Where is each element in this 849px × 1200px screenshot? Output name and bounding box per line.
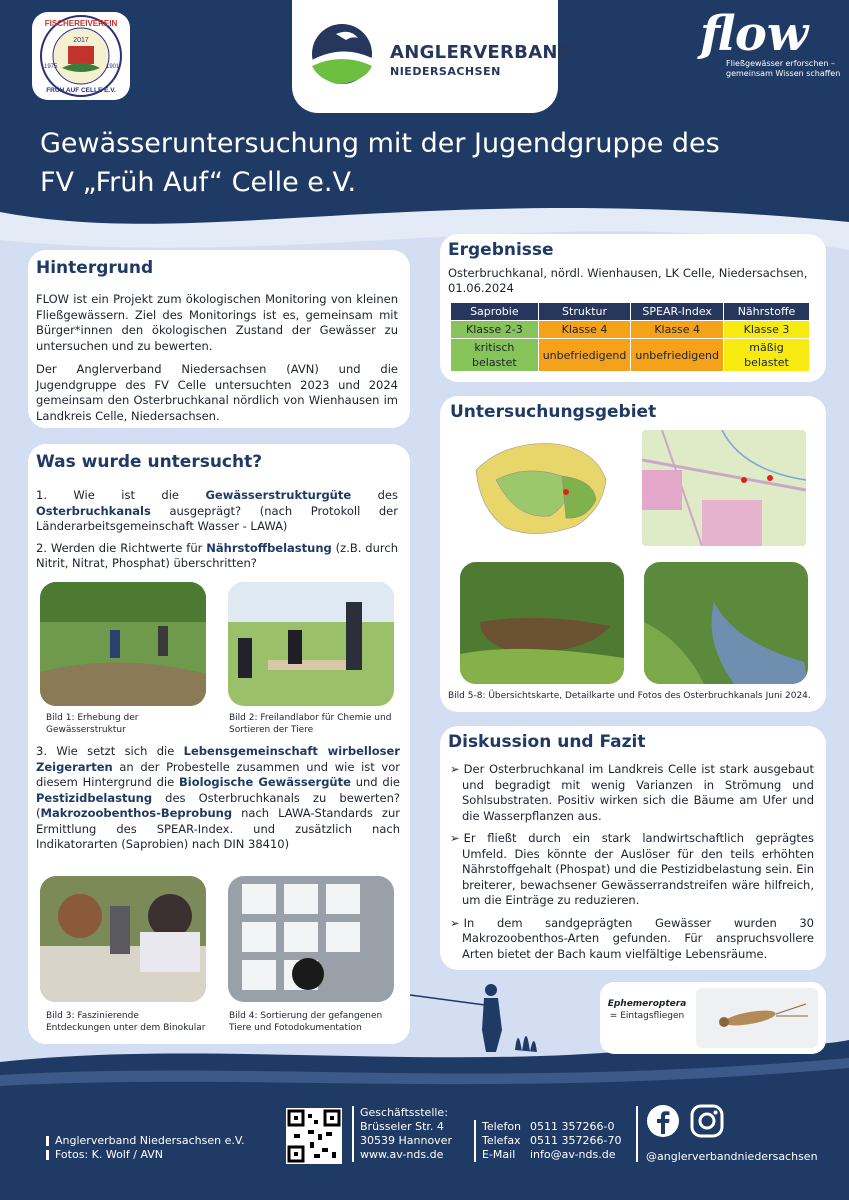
diskussion-heading: Diskussion und Fazit [448,732,646,752]
flow-tagline-1: Fließgewässer erforschen – [726,59,835,68]
cell-saprobie-class: Klasse 2-3 [451,321,539,339]
avn-logo-icon [306,22,378,86]
photo-2-field-lab [228,582,394,706]
page-title [40,124,800,202]
photo-5-canal [460,562,624,684]
detail-map-marker-2 [741,477,747,483]
title-line-2: FV „Früh Auf“ Celle e.V. [40,167,357,198]
avn-name-sub: NIEDERSACHSEN [390,65,501,78]
club-logo-bottom: FRÜH AUF CELLE E.V. [46,87,116,94]
col-naehrstoffe: Nährstoffe [724,303,810,321]
facebook-icon[interactable] [646,1104,680,1138]
footer-fax-label: Telefax [482,1134,521,1147]
cell-naehrstoffe-class: Klasse 3 [724,321,810,339]
gebiet-caption: Bild 5-8: Übersichtskarte, Detailkarte und Fotos des Osterbruchkanals Juni 2024. [448,691,811,701]
photo-4-sorting [228,876,394,1002]
cell-struktur-rating: unbefriedigend [538,339,631,372]
diskussion-card [440,726,826,970]
cell-naehrstoffe-rating: mäßig belastet [724,339,810,372]
cell-spear-class: Klasse 4 [631,321,724,339]
club-logo-top: FISCHEREIVEREIN [44,19,118,28]
footer-tel-label: Telefon [482,1120,522,1133]
avn-name: ANGLERVERBAND [390,42,574,63]
ergebnisse-card [440,234,826,382]
diskussion-item: ➢ Er fließt durch ein stark landwirtschaftlich geprägtes Umfeld. Dies könnte der Auslöser für den teils erhöhten Nährstoffgehalt (Phospat) und die Pestizidbelastung sein. Ein breiterer, bewachsener Gewässerrandstreifen wäre hilfreich, um die Einträge zu reduzieren. [450,831,814,907]
ephemeroptera-label: Ephemeroptera = Eintagsfliegen [607,999,687,1021]
footer-contact [474,1120,621,1162]
col-saprobie: Saprobie [451,303,539,321]
caption-3: Bild 3: Faszinierende Entdeckungen unter dem Binokular [46,1011,206,1033]
title-line-1: Gewässeruntersuchung mit der Jugendgruppe des [40,128,720,159]
question-3: 3. Wie setzt sich die Lebensgemeinschaft wirbelloser Zeigerarten an der Probestelle zusammen und wie ist vor diesem Hintergrund die Biologische Gewässergüte und die Pestizidbelastung des Osterbruchkanals zu bewerten? (Makrozoobenthos-Beprobung nach LAWA-Standards zur Ermittlung des SPEAR-Index. und zusätzlich nach Indikatorarten (Saprobien) nach DIN 38410) [36,744,400,851]
qr-code-icon[interactable] [286,1108,342,1164]
caption-1: Bild 1: Erhebung der Gewässerstruktur [46,713,139,735]
gebiet-heading: Untersuchungsgebiet [450,402,657,422]
club-logo-box [32,12,130,100]
footer-org [46,1134,244,1162]
club-logo-year-right: 1901 [106,64,120,70]
photo-6-canal [644,562,808,684]
footer-divider [636,1106,638,1162]
detail-map [642,430,806,546]
hintergrund-p1: FLOW ist ein Projekt zum ökologischen Monitoring von kleinen Fließgewässern. Ziel des Monitorings ist es, gemeinsam mit Bürger*innen den ökologischen Zustand der Gewässer zu untersuchen und zu bewerten. [36,292,398,353]
footer-office-label: Geschäftsstelle: [360,1106,448,1119]
footer-street: Brüsseler Str. 4 [360,1120,444,1133]
ergebnisse-heading: Ergebnisse [448,240,554,260]
cell-struktur-class: Klasse 4 [538,321,631,339]
hintergrund-p2: Der Anglerverband Niedersachsen (AVN) und die Jugendgruppe des FV Celle untersuchten 2023 und 2024 gemeinsam den Osterbruchkanal nördlich von Wienhausen im Landkreis Celle, Niedersachsen. [36,362,398,423]
social-handle[interactable]: @anglerverbandniedersachsen [646,1150,818,1163]
col-struktur: Struktur [538,303,631,321]
footer-photos: Fotos: K. Wolf / AVN [55,1148,164,1161]
arrow-bullet-icon: ➢ [450,915,460,930]
ephemeroptera-photo [696,988,818,1048]
overview-map-marker [563,489,569,495]
club-logo [32,12,130,100]
diskussion-item: ➢ Der Osterbruchkanal im Landkreis Celle ist stark ausgebaut und begradigt mit wenig Varianzen in Strömung und Sohlsubstraten. Positiv wirken sich die Bäume am Ufer und die Wasserpflanzen aus. [450,762,814,823]
arrow-bullet-icon: ➢ [450,762,460,776]
question-1: 1. Wie ist die Gewässerstrukturgüte des Osterbruchkanals ausgeprägt? (nach Protokoll der Länderarbeitsgemeinschaft Wasser - LAWA) [36,488,398,533]
col-spear: SPEAR-Index [631,303,724,321]
footer-mail-label: E-Mail [482,1148,516,1161]
flow-tagline [726,59,840,79]
diskussion-item: ➢ In dem sandgeprägten Gewässer wurden 30 Makrozoobenthos-Arten gefunden. Für anspruchsvollere Arten bietet der Bach kaum vielfältige Lebensräume. [450,915,814,961]
arrow-bullet-icon: ➢ [450,831,460,845]
photo-3-binocular [40,876,206,1002]
club-logo-year-left: 1975 [44,64,58,70]
cell-spear-rating: unbefriedigend [631,339,724,372]
club-logo-year: 2017 [73,37,89,44]
footer-fax: 0511 357266-70 [530,1134,622,1147]
footer-mail-link[interactable]: info@av-nds.de [530,1148,616,1161]
flow-tagline-2: gemeinsam Wissen schaffen [726,69,841,78]
footer-tel[interactable]: 0511 357266-0 [530,1120,615,1133]
overview-map [466,430,616,546]
diskussion-list [448,762,814,962]
flow-logo: flow [700,6,809,62]
hintergrund-heading: Hintergrund [36,258,154,278]
footer-web-link[interactable]: www.av-nds.de [360,1148,444,1161]
cell-saprobie-rating: kritisch belastet [451,339,539,372]
footer-org-name: Anglerverband Niedersachsen e.V. [55,1134,245,1147]
hintergrund-card [28,250,410,428]
instagram-icon[interactable] [690,1104,724,1138]
caption-2: Bild 2: Freilandlabor für Chemie und Sortieren der Tiere [229,713,392,735]
caption-4: Bild 4: Sortierung der gefangenen Tiere und Fotodokumentation [229,1011,383,1033]
photo-1-structure-survey [40,582,206,706]
detail-map-marker-1 [767,475,773,481]
footer-address [352,1106,452,1162]
ergebnisse-location: Osterbruchkanal, nördl. Wienhausen, LK Celle, Niedersachsen, 01.06.2024 [448,266,808,295]
results-table [450,302,810,372]
untersucht-heading: Was wurde untersucht? [36,452,263,472]
question-2: 2. Werden die Richtwerte für Nährstoffbelastung (z.B. durch Nitrit, Nitrat, Phosphat) überschritten? [36,540,398,570]
footer-city: 30539 Hannover [360,1134,452,1147]
